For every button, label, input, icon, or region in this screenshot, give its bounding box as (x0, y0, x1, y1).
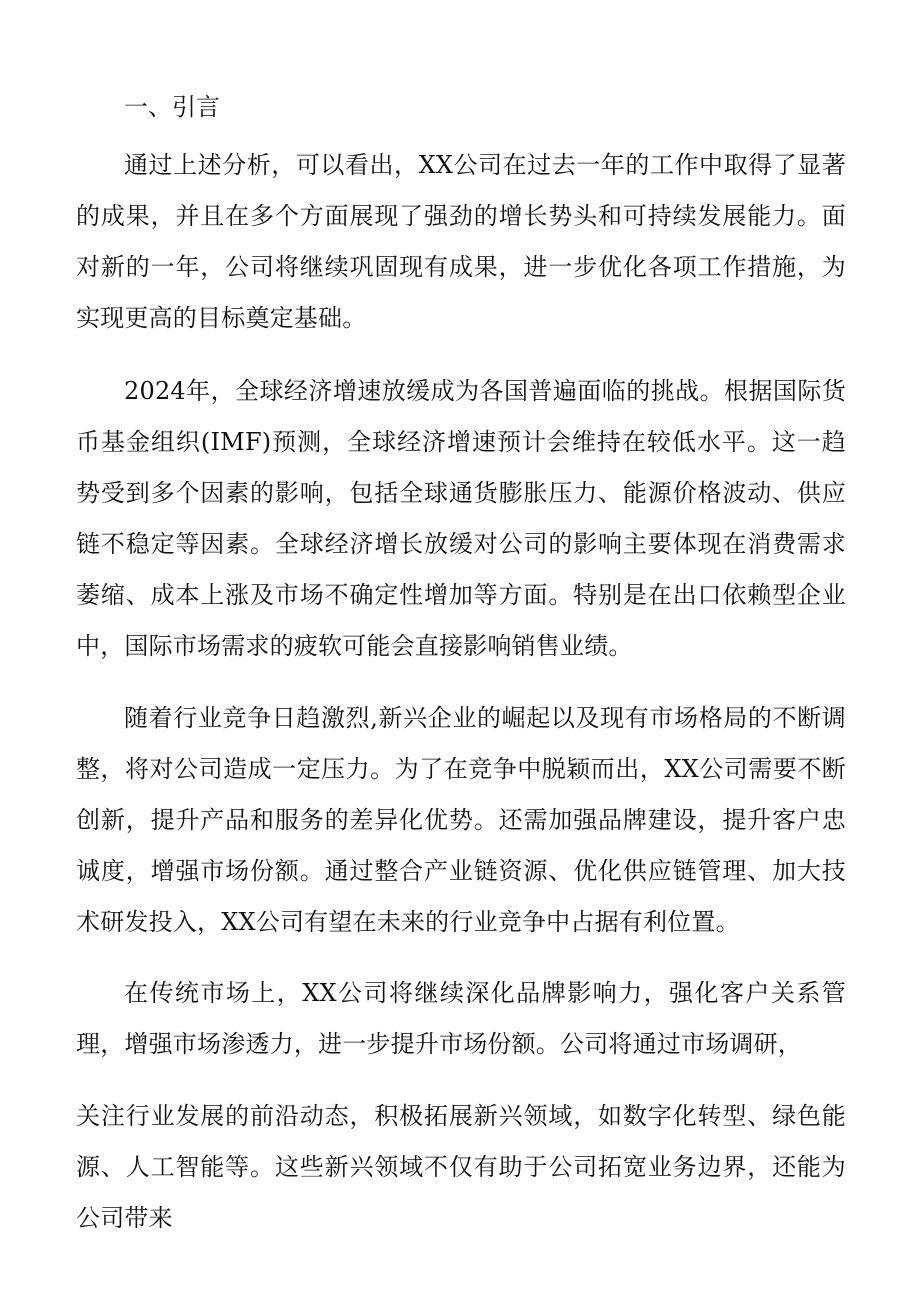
section-heading: 一、引言 (124, 93, 220, 121)
paragraph-traditional-market: 在传统市场上，XX公司将继续深化品牌影响力，强化客户关系管理，增强市场渗透力，进一步提升市场份额。公司将通过市场调研， (76, 979, 846, 1058)
paragraph-summary: 通过上述分析，可以看出，XX公司在过去一年的工作中取得了显著的成果，并且在多个方面展现了强劲的增长势头和可持续发展能力。面对新的一年，公司将继续巩固现有成果，进一步优化各项工作措施，为实现更高的目标奠定基础。 (76, 151, 846, 332)
paragraph-global-economy: 2024年，全球经济增速放缓成为各国普遍面临的挑战。根据国际货币基金组织(IMF)预测，全球经济增速预计会维持在较低水平。这一趋势受到多个因素的影响，包括全球通货膨胀压力、能源价格波动、供应链不稳定等因素。全球经济增长放缓对公司的影响主要体现在消费需求萎缩、成本上涨及市场不确定性增加等方面。特别是在出口依赖型企业中，国际市场需求的疲软可能会直接影响销售业绩。 (76, 377, 846, 660)
paragraph-emerging-fields: 关注行业发展的前沿动态，积极拓展新兴领域，如数字化转型、绿色能源、人工智能等。这些新兴领域不仅有助于公司拓宽业务边界，还能为公司带来 (76, 1102, 846, 1232)
paragraph-competition: 随着行业竞争日趋激烈,新兴企业的崛起以及现有市场格局的不断调整，将对公司造成一定压力。为了在竞争中脱颖而出，XX公司需要不断创新，提升产品和服务的差异化优势。还需加强品牌建设，提升客户忠诚度，增强市场份额。通过整合产业链资源、优化供应链管理、加大技术研发投入，XX公司有望在未来的行业竞争中占据有利位置。 (76, 704, 846, 936)
